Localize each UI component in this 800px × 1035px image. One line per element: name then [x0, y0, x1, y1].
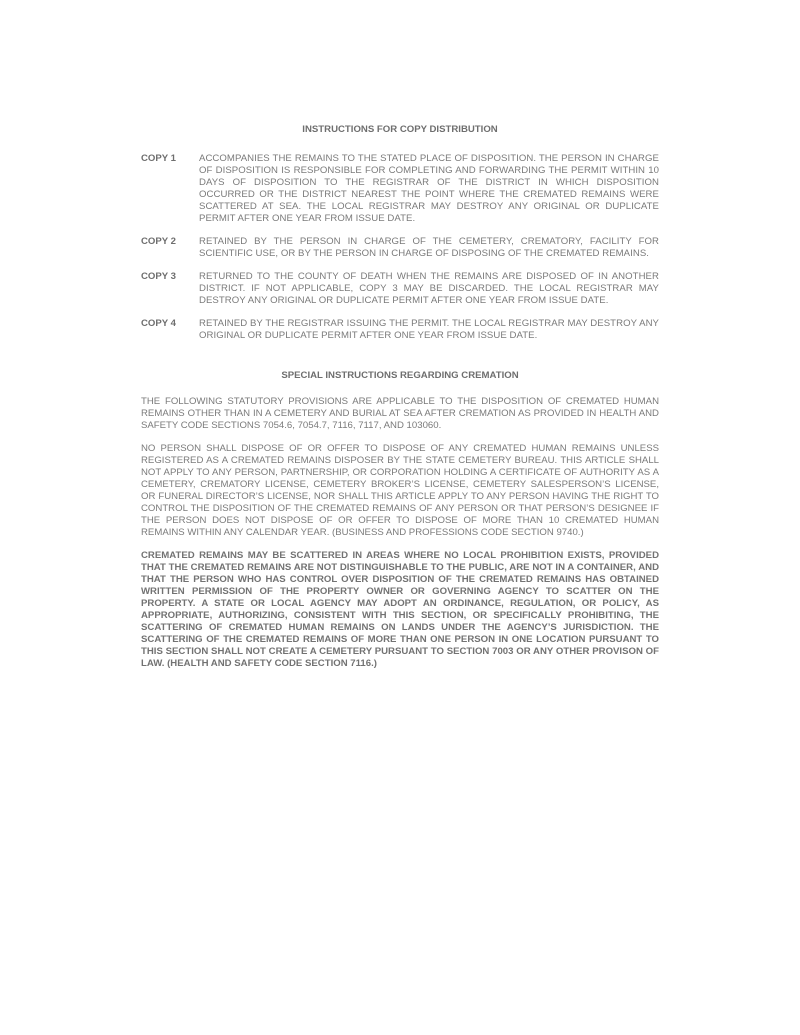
copy-item [141, 271, 659, 307]
copy-label: COPY 3 [141, 271, 177, 282]
copy-item [141, 318, 659, 342]
copy-item [141, 236, 659, 260]
document-page [141, 124, 659, 681]
copy-item [141, 153, 659, 225]
copy-distribution-list [141, 153, 659, 342]
copy-text: ACCOMPANIES THE REMAINS TO THE STATED PLACE OF DISPOSITION. THE PERSON IN CHARGE OF DISPOSITION IS RESPONSIBLE FOR COMPLETING AND FORWARDING THE PERMIT WITHIN 10 DAYS OF DISPOSITION TO THE REGISTRAR OF THE DISTRICT IN WHICH DISPOSITION OCCURRED OR THE DISTRICT NEAREST THE POINT WHERE THE CREMATED REMAINS WERE SCATTERED AT SEA. THE LOCAL REGISTRAR MAY DESTROY ANY ORIGINAL OR DUPLICATE PERMIT AFTER ONE YEAR FROM ISSUE DATE. [199, 153, 659, 224]
copy-text: RETURNED TO THE COUNTY OF DEATH WHEN THE REMAINS ARE DISPOSED OF IN ANOTHER DISTRICT. IF NOT APPLICABLE, COPY 3 MAY BE DISCARDED. THE LOCAL REGISTRAR MAY DESTROY ANY ORIGINAL OR DUPLICATE PERMIT AFTER ONE YEAR FROM ISSUE DATE. [199, 271, 659, 306]
cremation-paragraph-statutory: THE FOLLOWING STATUTORY PROVISIONS ARE APPLICABLE TO THE DISPOSITION OF CREMATED HUMAN REMAINS OTHER THAN IN A CEMETERY AND BURIAL AT SEA AFTER CREMATION AS PROVIDED IN HEALTH AND SAFETY CODE SECTIONS 7054.6, 7054.7, 7116, 7117, AND 103060. [141, 396, 659, 431]
cremation-paragraph-scattering: CREMATED REMAINS MAY BE SCATTERED IN AREAS WHERE NO LOCAL PROHIBITION EXISTS, PROVIDED THAT THE CREMATED REMAINS ARE NOT DISTINGUISHABLE TO THE PUBLIC, ARE NOT IN A CONTAINER, AND THAT THE PERSON WHO HAS CONTROL OVER DISPOSITION OF THE CREMATED REMAINS HAS OBTAINED WRITTEN PERMISSION OF THE PROPERTY OWNER OR GOVERNING AGENCY TO SCATTER ON THE PROPERTY. A STATE OR LOCAL AGENCY MAY ADOPT AN ORDINANCE, REGULATION, OR POLICY, AS APPROPRIATE, AUTHORIZING, CONSISTENT WITH THIS SECTION, OR SPECIFICALLY PROHIBITING, THE SCATTERING OF CREMATED HUMAN REMAINS ON LANDS UNDER THE AGENCY’S JURISDICTION. THE SCATTERING OF THE CREMATED REMAINS OF MORE THAN ONE PERSON IN ONE LOCATION PURSUANT TO THIS SECTION SHALL NOT CREATE A CEMETERY PURSUANT TO SECTION 7003 OR ANY OTHER PROVISON OF LAW. (HEALTH AND SAFETY CODE SECTION 7116.) [141, 550, 659, 669]
copy-label: COPY 2 [141, 236, 177, 247]
copy-text: RETAINED BY THE REGISTRAR ISSUING THE PERMIT. THE LOCAL REGISTRAR MAY DESTROY ANY ORIGINAL OR DUPLICATE PERMIT AFTER ONE YEAR FROM ISSUE DATE. [199, 318, 659, 341]
copy-label: COPY 1 [141, 153, 177, 164]
copy-label: COPY 4 [141, 318, 177, 329]
cremation-instructions-title: SPECIAL INSTRUCTIONS REGARDING CREMATION [281, 370, 519, 381]
copy-distribution-title: INSTRUCTIONS FOR COPY DISTRIBUTION [302, 124, 498, 135]
cremation-paragraph-disposer: NO PERSON SHALL DISPOSE OF OR OFFER TO DISPOSE OF ANY CREMATED HUMAN REMAINS UNLESS REGISTERED AS A CREMATED REMAINS DISPOSER BY THE STATE CEMETERY BUREAU. THIS ARTICLE SHALL NOT APPLY TO ANY PERSON, PARTNERSHIP, OR CORPORATION HOLDING A CERTIFICATE OF AUTHORITY AS A CEMETERY, CREMATORY LICENSE, CEMETERY BROKER’S LICENSE, CEMETERY SALESPERSON’S LICENSE, OR FUNERAL DIRECTOR’S LICENSE, NOR SHALL THIS ARTICLE APPLY TO ANY PERSON HAVING THE RIGHT TO CONTROL THE DISPOSITION OF THE CREMATED REMAINS OF ANY PERSON OR THAT PERSON’S DESIGNEE IF THE PERSON DOES NOT DISPOSE OF OR OFFER TO DISPOSE OF MORE THAN 10 CREMATED HUMAN REMAINS WITHIN ANY CALENDAR YEAR. (BUSINESS AND PROFESSIONS CODE SECTION 9740.) [141, 443, 659, 538]
copy-text: RETAINED BY THE PERSON IN CHARGE OF THE CEMETERY, CREMATORY, FACILITY FOR SCIENTIFIC USE, OR BY THE PERSON IN CHARGE OF DISPOSING OF THE CREMATED REMAINS. [199, 236, 659, 259]
